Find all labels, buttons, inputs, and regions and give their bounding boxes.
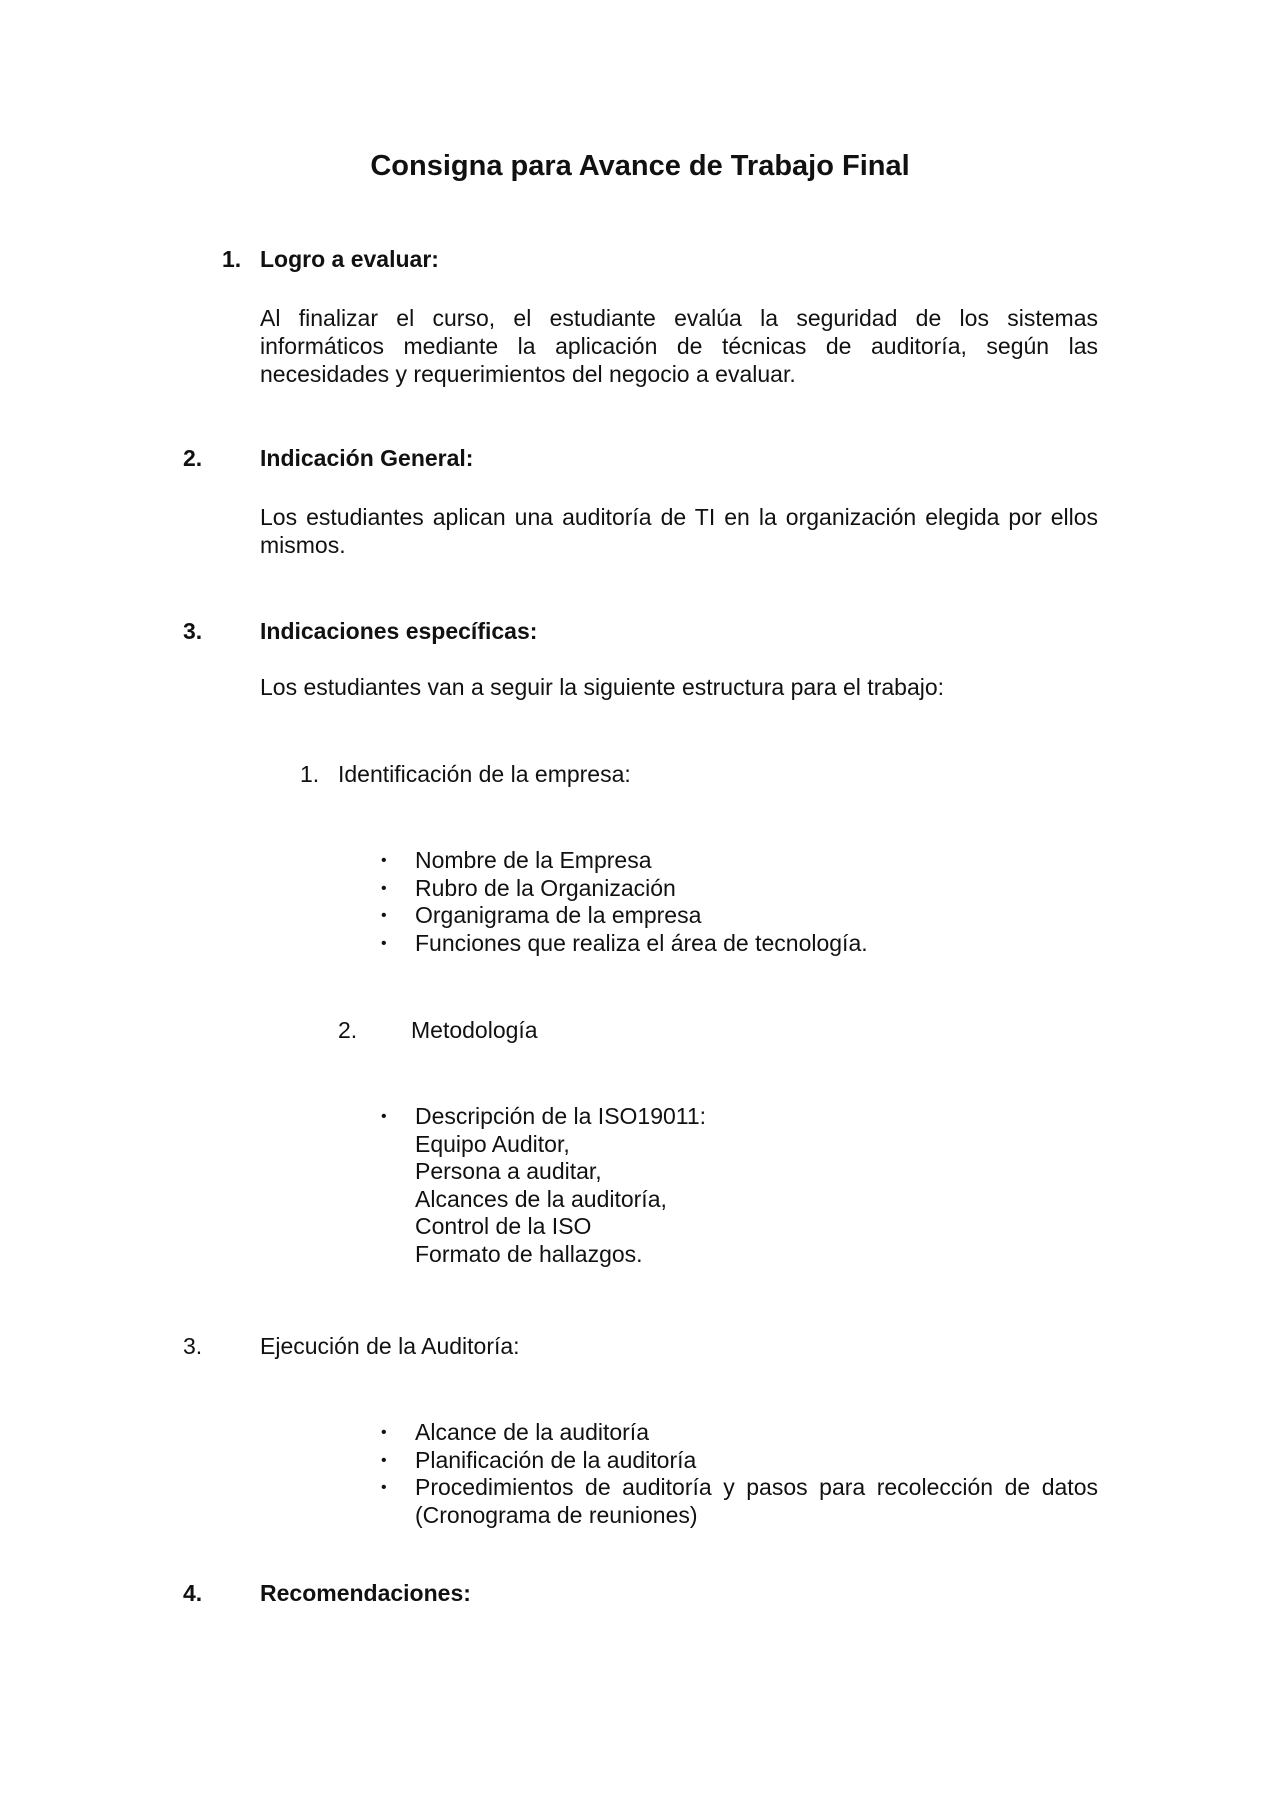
subsection-2-bullets — [375, 1103, 706, 1268]
bullet-icon: • — [381, 1108, 387, 1125]
section-2-number: 2. — [183, 445, 203, 471]
bullet-icon: • — [381, 879, 387, 897]
list-item: • Descripción de la ISO19011: Equipo Auditor, Persona a auditar, Alcances de la auditoría, Control de la ISO Formato de hallazgos. — [381, 1103, 707, 1267]
section-1-number: 1. — [222, 246, 242, 272]
section-3-number: 3. — [183, 618, 203, 644]
section-1-paragraph — [260, 304, 1098, 388]
subsection-1-number: 1. — [300, 761, 320, 787]
subsection-1-label: Identificación de la empresa: — [338, 761, 631, 787]
subsection-3-number: 3. — [183, 1333, 203, 1359]
list-item: • Planificación de la auditoría — [381, 1446, 697, 1473]
subsection-3-bullets — [375, 1419, 1098, 1529]
section-3-intro: Los estudiantes van a seguir la siguiente estructura para el trabajo: — [260, 674, 945, 700]
section-3-heading: Indicaciones específicas: — [260, 618, 538, 644]
list-item: • Rubro de la Organización — [381, 874, 676, 901]
subsection-2-label: Metodología — [411, 1017, 538, 1043]
section-2-line-1: Los estudiantes aplican una auditoría de TI en la organización elegida por ellos — [260, 504, 1098, 530]
section-4-heading: Recomendaciones: — [260, 1580, 471, 1606]
section-4-number: 4. — [183, 1580, 203, 1606]
section-1-line-1: Al finalizar el curso, el estudiante evalúa la seguridad de los sistemas — [260, 305, 1098, 331]
document-title: Consigna para Avance de Trabajo Final — [370, 150, 910, 182]
bullet-icon: • — [381, 907, 387, 924]
subsection-1-bullets — [375, 847, 868, 957]
section-1-line-2: informáticos mediante la aplicación de técnicas de auditoría, según las — [260, 333, 1098, 359]
bullet-icon: • — [381, 1451, 387, 1469]
bullet-icon: • — [381, 1479, 387, 1496]
subsection-2-number: 2. — [338, 1017, 358, 1043]
subsection-3-label: Ejecución de la Auditoría: — [260, 1333, 520, 1359]
section-1-line-3: necesidades y requerimientos del negocio a evaluar. — [260, 361, 796, 387]
bullet-icon: • — [381, 934, 387, 952]
section-2-paragraph — [260, 503, 1098, 559]
section-1-heading: Logro a evaluar: — [260, 246, 439, 272]
list-item: • Nombre de la Empresa — [381, 847, 652, 873]
bullet-icon: • — [381, 1424, 387, 1441]
section-2-heading: Indicación General: — [260, 445, 474, 471]
list-item: • Funciones que realiza el área de tecnología. — [381, 929, 868, 956]
bullet-icon: • — [381, 852, 387, 869]
section-2-line-2: mismos. — [260, 532, 346, 558]
list-item: • Alcance de la auditoría — [381, 1419, 649, 1445]
list-item: • Organigrama de la empresa — [381, 902, 702, 928]
list-item: • Procedimientos de auditoría y pasos para recolección de datos (Cronograma de reuniones) — [381, 1474, 1098, 1528]
